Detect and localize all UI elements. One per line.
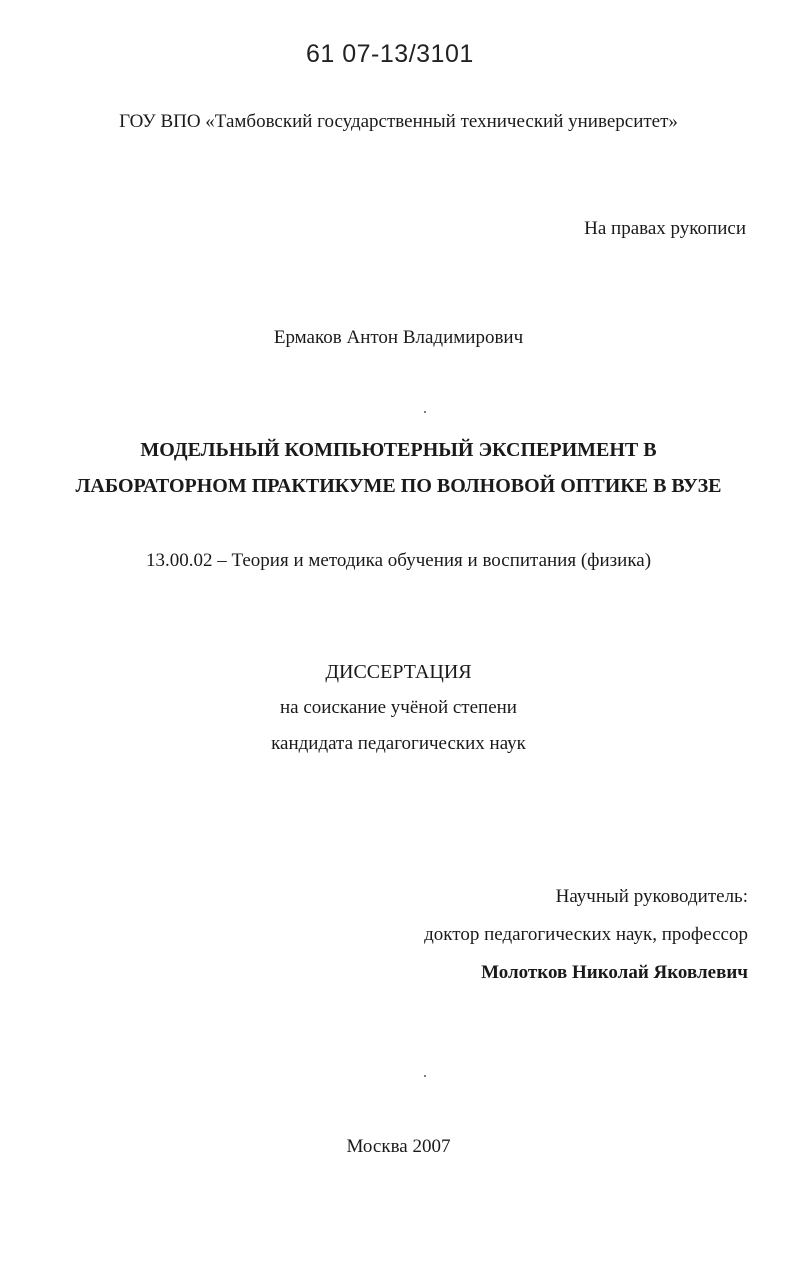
supervisor-label: Научный руководитель: bbox=[555, 886, 748, 907]
supervisor-degree: доктор педагогических наук, профессор bbox=[424, 924, 748, 945]
thesis-degree-line-2: кандидата педагогических наук bbox=[271, 733, 526, 754]
institution-name: ГОУ ВПО «Тамбовский государственный технический университет» bbox=[119, 111, 678, 132]
supervisor-name: Молотков Николай Яковлевич bbox=[481, 962, 748, 983]
thesis-title-line-1: МОДЕЛЬНЫЙ КОМПЬЮТЕРНЫЙ ЭКСПЕРИМЕНТ В bbox=[140, 439, 657, 461]
specialty-code: 13.00.02 – Теория и методика обучения и воспитания (физика) bbox=[145, 550, 652, 571]
city-year: Москва 2007 bbox=[346, 1136, 451, 1157]
thesis-degree-line-1: на соискание учёной степени bbox=[280, 697, 517, 718]
thesis-title-line-2: ЛАБОРАТОРНОМ ПРАКТИКУМЕ ПО ВОЛНОВОЙ ОПТИКЕ В ВУЗЕ bbox=[75, 475, 722, 497]
thesis-title bbox=[0, 432, 797, 504]
scan-speck bbox=[424, 411, 426, 413]
scan-speck bbox=[424, 1075, 426, 1077]
manuscript-note: На правах рукописи bbox=[584, 218, 746, 239]
author-name: Ермаков Антон Владимирович bbox=[273, 327, 524, 348]
thesis-type-heading: ДИССЕРТАЦИЯ bbox=[325, 661, 472, 683]
thesis-type-block bbox=[0, 654, 797, 762]
archive-stamp-number: 61 07-13/3101 bbox=[306, 40, 474, 68]
supervisor-block bbox=[424, 878, 748, 992]
